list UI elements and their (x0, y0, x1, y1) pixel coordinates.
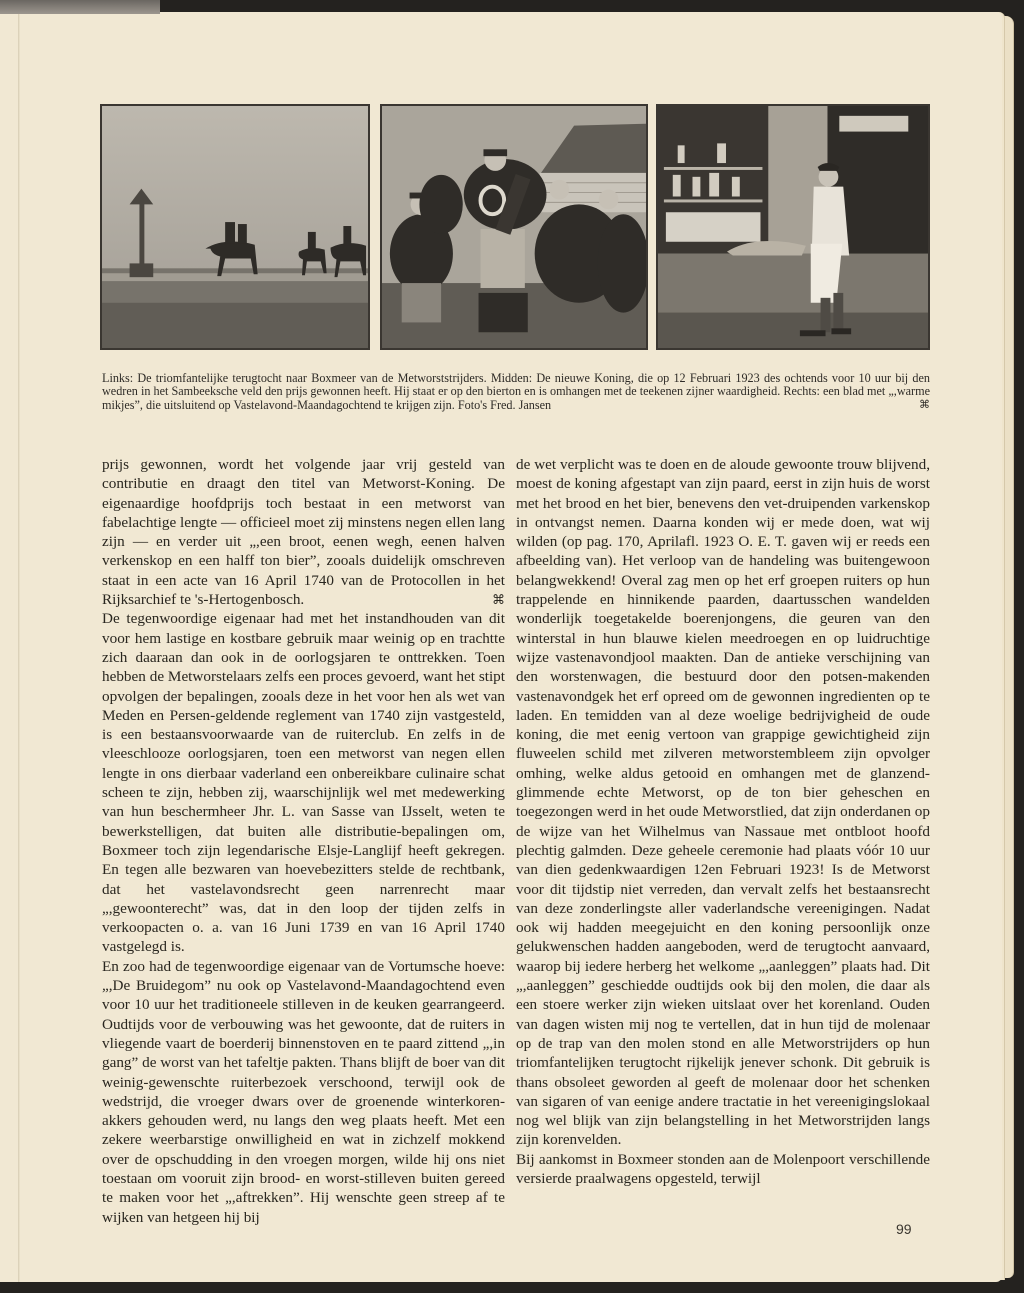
paragraph: de wet verplicht was te doen en de aloude gewoonte trouw blijvend, moest de koning afgestapt van zijn paard, eerst in zijn huis de worst met het brood en het bier, benevens den vet-druipenden varkenskop in ontvangst nemen. Daarna konden wij er mede doen, wat wij wilden (op pag. 170, Aprilafl. 1923 O. E. T. gaven wij er reeds een afbeelding van). Het verloop van de handeling was buitengewoon belangwekkend! Overal zag men op het erf groepen ruiters op hun trappelende en hinnikende paarden, daartusschen wandelden wonderlijk toegetakelde boerenjongens, die geuren van den winterstal in hun blauwe kielen meedroegen en op luidruchtige wijze vastenavondjool maakten. Dan de antieke verschijning van den worstenwagen, die bestuurd door den potsen-makenden vastenavondgek het erf opreed om de gewonnen ingredienten op te laden. En temidden van al deze woelige bedrijvigheid de oude koning, die met eenig vertoon van grappige gewichtigheid zijn fluweelen schild met zilveren metworstembleem zijn opvolger omhing, welke aldus getooid en omhangen met de glanzend-glimmende echte Metworst, op de ton bier geheschen en toegezongen werd in het oude Metworstlied, dat zijn onderdanen op de wijze van het Wilhelmus van Nassaue met ontbloot hoofd plechtig galmden. Deze geheele ceremonie had plaats vóór 10 uur van dien gedenkwaardigen 12en Februari 1923! Is de Metworst voor dit tijdstip niet verreden, dan vervalt zelfs het bestaansrecht van deze zonderlingste aller vaderlandsche vereenigingen. Nadat ook wij hadden meegejuicht en den koning persoonlijk onze gelukwenschen hadden aangeboden, werd de terugtocht aanvaard, waarop bij iedere herberg het welkome „,aanleggen” plaats had. Dit „,aanleggen” geschiedde oudtijds ook bij den molen, die daar als een stoere werker zijn wieken uitslaat over het korenland. Ouden van dagen wisten mij nog te vertellen, dat in hun tijd de molenaar op de trap van den molen stond en alle Metworstrijders op hun triomfantelijken terugtocht rijkelijk jenever schonk. Dit gebruik is thans obsoleet geworden al geeft de molenaar door het schenken van sigaren of van eenige andere tractatie in het vereenigingslokaal nog wel blijk van zijn belangstelling in het Metworstrijden langs zijn korenvelden. (516, 456, 930, 1149)
photo-middle-king (380, 104, 648, 350)
caption-text: Links: De triomfantelijke terugtocht naar Boxmeer van de Metworststrijders. Midden: De nieuwe Koning, die op 12 Februari 1923 des ochtends voor 10 uur bij den wedren in het Sambeeksche veld den prijs gewonnen heeft. Hij staat er op den bierton en is omhangen met de teekenen zijner waardigheid. Rechts: een blad met „,warme mikjes”, die uitsluitend op Vastelavond-Maandagochtend te krijgen zijn. Foto's Fred. Jansen (102, 371, 930, 412)
baker-photo-image (658, 106, 928, 348)
article-column-right (516, 455, 930, 1188)
paragraph: Bij aankomst in Boxmeer stonden aan de Molenpoort verschillende versierde praalwagens opgesteld, terwijl (516, 1150, 930, 1187)
previous-page-shadow (0, 0, 160, 14)
end-mark-icon: ⌘ (919, 398, 930, 411)
king-photo-image (382, 106, 646, 348)
paragraph: En zoo had de tegenwoordige eigenaar van de Vortumsche hoeve: „,De Bruidegom” nu ook op Vastelavond-Maandagochtend even voor 10 uur het traditioneele stilleven in de keuken gearrangeerd. Oudtijds voor de verbouwing was het gewoonte, dat de ruiters in vliegende vaart de boerderij binnenstoven en te paard zittend „,in gang” de worst van het tafeltje pakten. Thans blijft de boer van dit weinig-gewenschte ruiterbezoek verschoond, terwijl ook de wedstrijd, die vroeger dwars over de groenende winterkoren-akkers gehouden werd, nu langs den weg plaats heeft. Met een zekere weerbarstige onwilligheid en wat in zichzelf mokkend over de opschudding in den vroegen morgen, wilde hij ons niet toestaan om vooruit zijn brood- en worst-stilleven buiten gereed te maken voor het „,aftrekken”. Hij wenschte geen streep af te wijken van hetgeen hij bij (102, 957, 505, 1226)
page-number: 99 (896, 1221, 912, 1237)
riders-photo-image (102, 106, 368, 348)
photo-caption (102, 372, 930, 412)
binding-gutter (18, 12, 20, 1282)
end-mark-icon: ⌘ (492, 592, 505, 608)
paragraph: prijs gewonnen, wordt het volgende jaar vrij gesteld van contributie en draagt den titel van Metworst-Koning. De eigenaardige hoofdprijs toch bestaat in een metworst van fabelachtige lengte — officieel moet zij minstens negen ellen lang zijn — en verder uit „,een broot, eenen wegh, eenen halven verkenskop en een halff ton bier”, zooals duidelijk omschreven staat in een acte van 16 April 1740 van de Protocollen in het Rijksarchief te 's-Hertogenbosch. ⌘ (102, 456, 505, 609)
paragraph: De tegenwoordige eigenaar had met het instandhouden van dit voor hem lastige en kostbare gebruik maar weinig op en trachtte zich daaraan dan ook in de oorlogsjaren te onttrekken. Toen hebben de Metworstelaars zelfs een proces gevoerd, want het stipt opvolgen der bepalingen, zooals deze in het voor hen als wet van Meden en Persen-geldende reglement van 1740 zijn vastgesteld, is een bestaansvoorwaarde van de ruiterclub. En zelfs in de vleeschlooze oorlogsjaren, toen een metworst van negen ellen lengte in ons dierbaar vaderland een onbereikbare culinaire schat scheen te zijn, hebben zij, waarschijnlijk wel met medewerking van hun beschermheer Jhr. L. van Sasse van IJsselt, weten te bewerkstelligen, dat buiten alle distributie-bepalingen om, Boxmeer toch zijn legendarische Elsje-Langlijf heeft gekregen. En tegen alle bezwaren van hoevebezitters stelde de rechtbank, dat het vastelavondsrecht geen narrenrecht maar „,gewoonterecht” was, dat in den loop der tijden zelfs in verkoopacten o. a. van 16 Juni 1739 en van 16 April 1740 vastgelegd is. (102, 610, 505, 956)
photo-right-baker (656, 104, 930, 350)
photo-left-riders (100, 104, 370, 350)
article-column-left (102, 455, 505, 1227)
photo-strip (100, 104, 930, 350)
